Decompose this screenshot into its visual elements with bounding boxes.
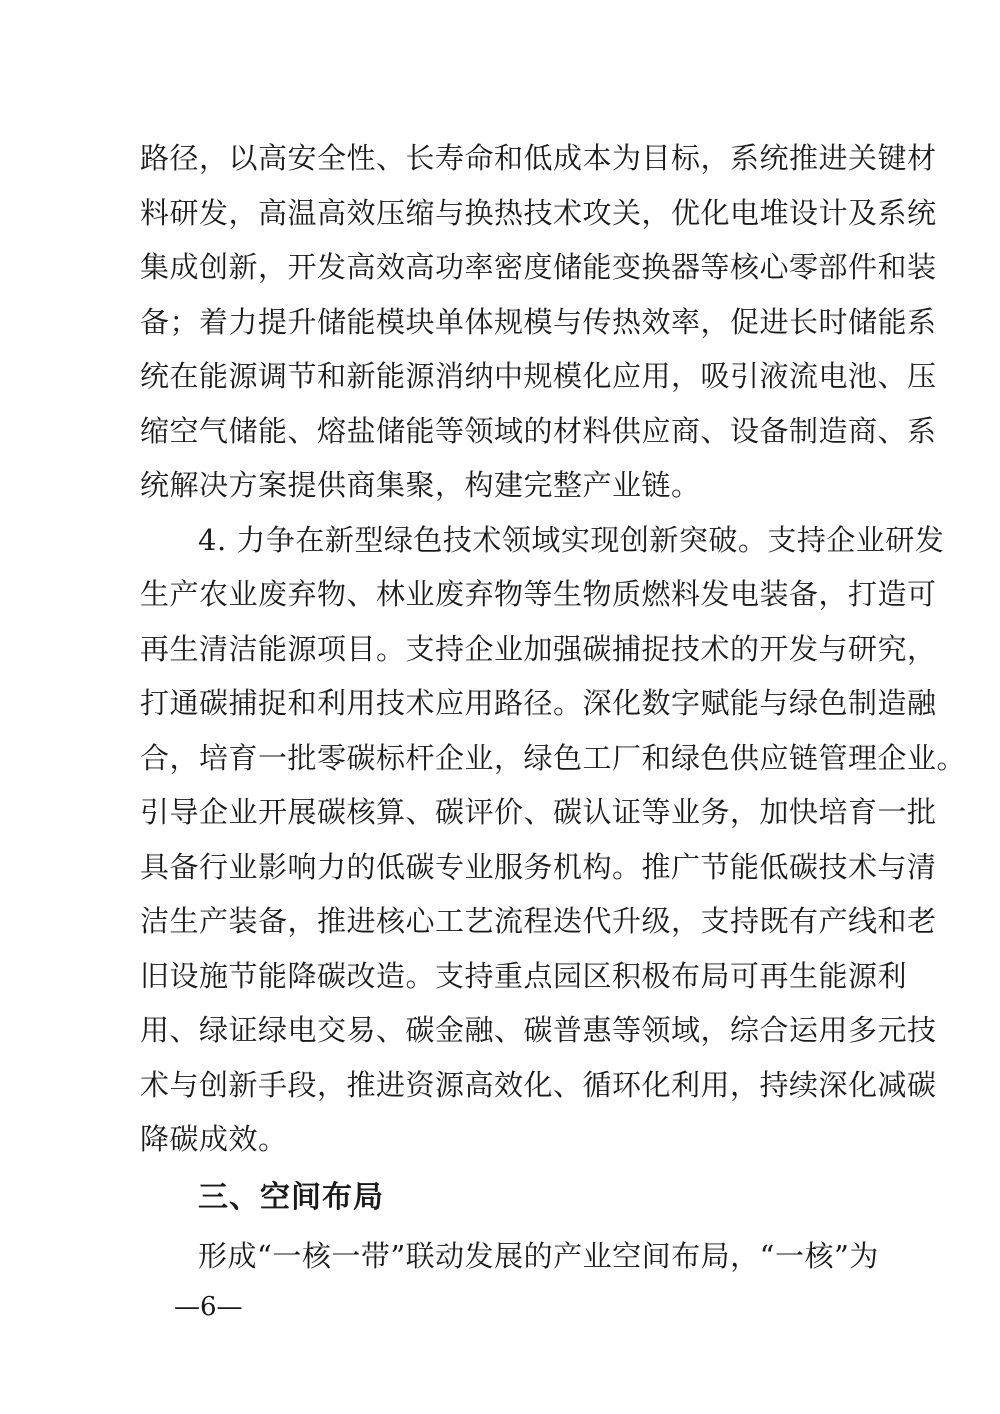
body-text-line: 备；着力提升储能模块单体规模与传热效率，促进长时储能系 — [140, 304, 937, 339]
body-text-line: 统在能源调节和新能源消纳中规模化应用，吸引液流电池、压 — [140, 359, 937, 393]
body-text-line: 引导企业开展碳核算、碳评价、碳认证等业务，加快培育一批 — [140, 795, 937, 829]
body-text-line: 具备行业影响力的低碳专业服务机构。推广节能低碳技术与清 — [140, 849, 937, 884]
body-text-line: 旧设施节能降碳改造。支持重点园区积极布局可再生能源利 — [140, 958, 908, 993]
section-heading: 三、空间布局 — [198, 1179, 384, 1215]
body-text-line: 合，培育一批零碳标杆企业，绿色工厂和绿色供应链管理企业。 — [140, 740, 967, 775]
body-text-line: 4. 力争在新型绿色技术领域实现创新突破。支持企业研发 — [198, 522, 945, 557]
body-text-line: 路径，以高安全性、长寿命和低成本为目标，系统推进关键材 — [140, 141, 937, 175]
body-text-line: 生产农业废弃物、林业废弃物等生物质燃料发电装备，打造可 — [140, 577, 937, 611]
body-text-line: 降碳成效。 — [140, 1122, 288, 1156]
body-text-line: 形成“一核一带”联动发展的产业空间布局，“一核”为 — [198, 1239, 879, 1273]
body-text-line: 料研发，高温高效压缩与换热技术攻关，优化电堆设计及系统 — [140, 195, 937, 230]
body-text-line: 缩空气储能、熔盐储能等领域的材料供应商、设备制造商、系 — [140, 413, 937, 448]
body-text-line: 洁生产装备，推进核心工艺流程迭代升级，支持既有产线和老 — [140, 904, 937, 938]
page-number: —6— — [174, 1292, 243, 1322]
body-text-line: 术与创新手段，推进资源高效化、循环化利用，持续深化减碳 — [140, 1067, 937, 1102]
body-text-line: 再生清洁能源项目。支持企业加强碳捕捉技术的开发与研究， — [140, 631, 937, 666]
body-text-line: 集成创新，开发高效高功率密度储能变换器等核心零部件和装 — [140, 250, 937, 284]
body-text-line: 打通碳捕捉和利用技术应用路径。深化数字赋能与绿色制造融 — [140, 686, 937, 720]
body-text-line: 统解决方案提供商集聚，构建完整产业链。 — [140, 468, 701, 502]
body-text-line: 用、绿证绿电交易、碳金融、碳普惠等领域，综合运用多元技 — [140, 1013, 937, 1047]
